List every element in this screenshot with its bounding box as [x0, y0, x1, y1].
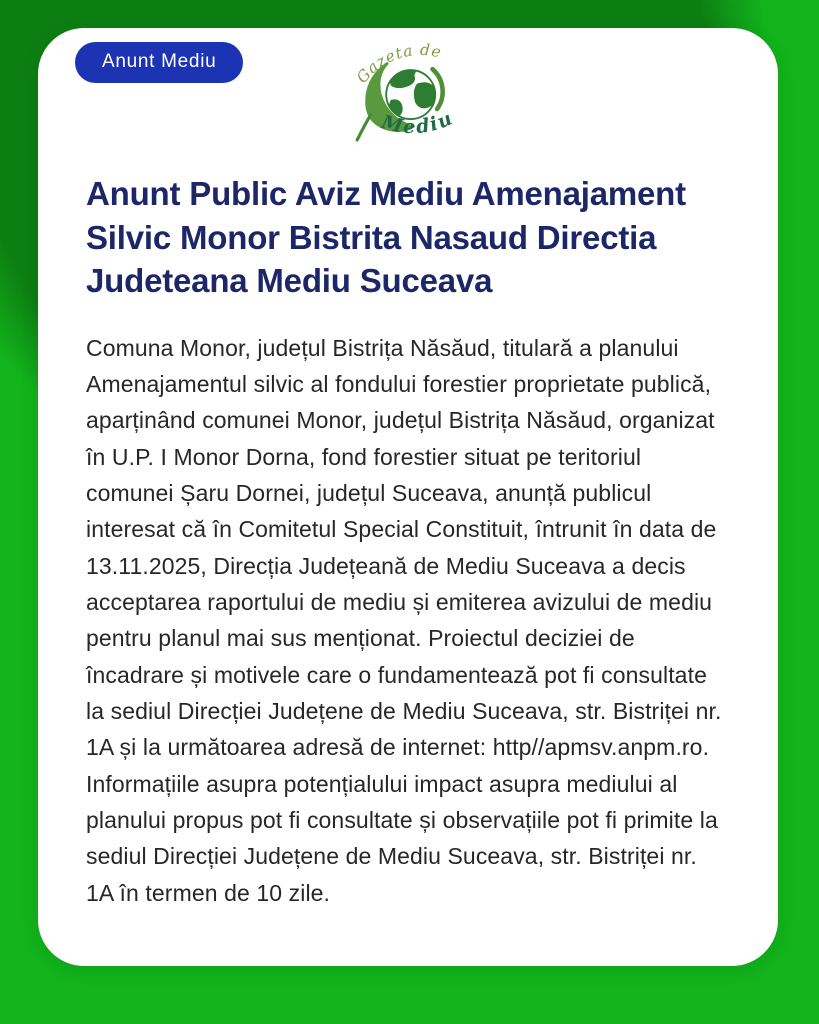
gazeta-de-mediu-logo [330, 31, 486, 149]
page-title: Anunt Public Aviz Mediu Amenajament Silvic Monor Bistrita Nasaud Directia Judeteana Mediu Suceava [86, 175, 686, 300]
anunt-mediu-badge[interactable]: Anunt Mediu [75, 42, 243, 83]
logo-arc-bottom-text: Mediu [379, 106, 458, 139]
globe-icon [386, 66, 437, 119]
announcement-body: Comuna Monor, județul Bistrița Năsăud, titulară a planului Amenajamentul silvic al fondului forestier proprietate publică, aparținând comunei Monor, județul Bistrița Năsăud, organizat în U.P. I Monor Dorna, fond forestier situat pe teritoriul comunei Șaru Dornei, județul Suceava, anunță publicul interesat că în Comitetul Special Constituit, întrunit în data de 13.11.2025, Direcția Județeană de Mediu Suceava a decis acceptarea raportului de mediu și emiterea avizului de mediu pentru planul mai sus menționat. Proiectul deciziei de încadrare și motivele care o fundamentează pot fi consultate la sediul Direcției Județene de Mediu Suceava, str. Bistriței nr. 1A și la următoarea adresă de internet: http//apmsv.anpm.ro. Informațiile asupra potențialului impact asupra mediului al planului propus pot fi consultate și observațiile pot fi primite la sediul Direcției Județene de Mediu Suceava, str. Bistriței nr. 1A în termen de 10 zile. [86, 334, 722, 906]
logo-arc-top-text: Gazeta de [352, 40, 444, 87]
card-header [86, 28, 730, 150]
announcement-card [38, 28, 778, 966]
